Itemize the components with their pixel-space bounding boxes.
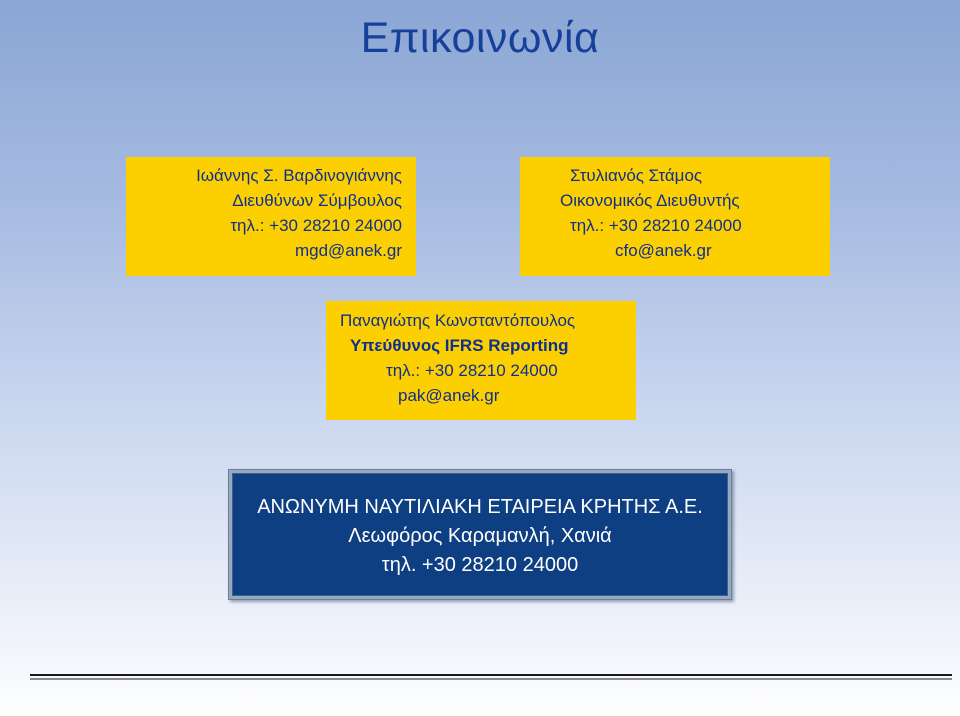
contact-email: pak@anek.gr <box>398 386 500 405</box>
footer-divider <box>30 673 952 681</box>
company-name: ΑΝΩΝΥΜΗ ΝΑΥΤΙΛΙΑΚΗ ΕΤΑΙΡΕΙΑ ΚΡΗΤΗΣ Α.Ε. <box>257 496 703 518</box>
contact-phone: τηλ.: +30 28210 24000 <box>230 216 402 235</box>
contact-card-cfo <box>520 157 830 276</box>
contact-name: Στυλιανός Στάμος <box>570 166 703 185</box>
contact-email: cfo@anek.gr <box>615 241 712 260</box>
contact-email: mgd@anek.gr <box>294 241 402 260</box>
contact-role: Υπεύθυνος IFRS Reporting <box>350 336 569 355</box>
company-phone: τηλ. +30 28210 24000 <box>381 554 579 576</box>
contact-card-ceo <box>126 157 416 276</box>
contact-role: Οικονομικός Διευθυντής <box>560 191 740 210</box>
contact-role: Διευθύνων Σύμβουλος <box>232 191 402 210</box>
contact-card-ifrs <box>326 301 636 420</box>
company-address: Λεωφόρος Καραμανλή, Χανιά <box>348 525 612 547</box>
contact-phone: τηλ.: +30 28210 24000 <box>386 361 558 380</box>
company-info-box <box>228 469 732 600</box>
contact-name: Παναγιώτης Κωνσταντόπουλος <box>340 311 576 330</box>
page-title: Επικοινωνία <box>360 14 600 62</box>
contact-phone: τηλ.: +30 28210 24000 <box>570 216 742 235</box>
contact-name: Ιωάννης Σ. Βαρδινογιάννης <box>196 166 402 185</box>
